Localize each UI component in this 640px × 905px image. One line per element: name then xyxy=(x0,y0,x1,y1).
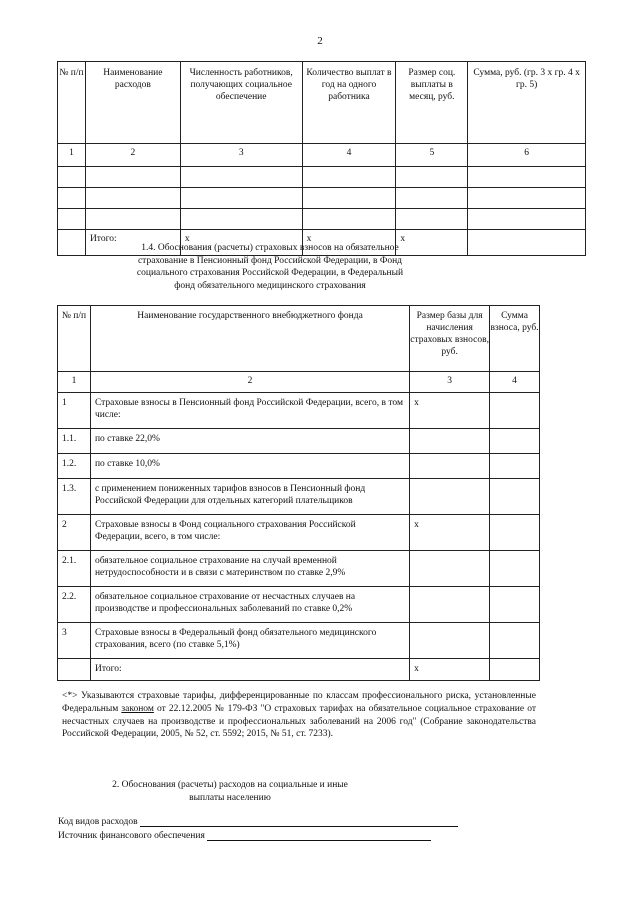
social-payments-table xyxy=(57,61,586,256)
col-number: 2 xyxy=(90,372,409,393)
col-number: 3 xyxy=(180,144,302,167)
row-number xyxy=(58,659,91,681)
table-row xyxy=(58,587,540,623)
row-number: 2 xyxy=(58,515,91,551)
table-row xyxy=(58,188,586,209)
header-cell: Количество выплат в год на одного работника xyxy=(302,62,396,144)
table-row xyxy=(58,623,540,659)
row-base xyxy=(410,454,490,479)
row-name: Страховые взносы в Федеральный фонд обязательного медицинского страхования, всего (по ставке 5,1%) xyxy=(90,623,409,659)
funding-source-field xyxy=(58,830,431,841)
row-base: x xyxy=(410,393,490,429)
row-number: 3 xyxy=(58,623,91,659)
header-cell: № п/п xyxy=(58,62,86,144)
expense-code-field xyxy=(58,816,458,827)
col-number: 4 xyxy=(490,372,540,393)
header-cell: Сумма, руб. (гр. 3 x гр. 4 x гр. 5) xyxy=(468,62,586,144)
column-number-row xyxy=(58,144,586,167)
col-number: 6 xyxy=(468,144,586,167)
row-name: обязательное социальное страхование от несчастных случаев на производстве и профессиональных заболеваний по ставке 0,2% xyxy=(90,587,409,623)
title-line: выплаты населению xyxy=(189,792,271,803)
table-row xyxy=(58,429,540,454)
row-number: 2.1. xyxy=(58,551,91,587)
section-1-4-title xyxy=(100,242,440,292)
col-number: 3 xyxy=(410,372,490,393)
total-row xyxy=(58,659,540,681)
table-row xyxy=(58,393,540,429)
row-number: 1.1. xyxy=(58,429,91,454)
row-number: 1.3. xyxy=(58,479,91,515)
field-underline[interactable] xyxy=(207,830,431,841)
col-number: 1 xyxy=(58,372,91,393)
header-cell: Наименование расходов xyxy=(85,62,180,144)
page-number: 2 xyxy=(317,35,323,47)
title-line: социального страхования Российской Федерации, в Федеральный xyxy=(136,268,404,279)
header-cell: Численность работников, получающих социальное обеспечение xyxy=(180,62,302,144)
table-row xyxy=(58,551,540,587)
header-cell: № п/п xyxy=(58,306,91,372)
header-cell: Сумма взноса, руб. xyxy=(490,306,540,372)
row-number: 2.2. xyxy=(58,587,91,623)
row-base xyxy=(410,623,490,659)
insurance-contributions-table xyxy=(57,305,540,681)
row-name: Страховые взносы в Фонд социального страхования Российской Федерации, всего, в том числе: xyxy=(90,515,409,551)
row-number: 1.2. xyxy=(58,454,91,479)
title-line: фонд обязательного медицинского страхования xyxy=(174,280,366,291)
table-row xyxy=(58,454,540,479)
total-mark: x xyxy=(302,230,396,256)
table-row xyxy=(58,209,586,230)
table-row xyxy=(58,479,540,515)
row-number: 1 xyxy=(58,393,91,429)
table-header-row xyxy=(58,62,586,144)
row-name: по ставке 22,0% xyxy=(90,429,409,454)
row-name: обязательное социальное страхование на случай временной нетрудоспособности и в связи с материнством по ставке 2,9% xyxy=(90,551,409,587)
col-number: 1 xyxy=(58,144,86,167)
header-cell: Размер соц. выплаты в месяц, руб. xyxy=(396,62,468,144)
total-mark: x xyxy=(410,659,490,681)
field-label: Источник финансового обеспечения xyxy=(58,831,205,841)
table-header-row xyxy=(58,306,540,372)
col-number: 5 xyxy=(396,144,468,167)
row-name: с применением пониженных тарифов взносов в Пенсионный фонд Российской Федерации для отдельных категорий плательщиков xyxy=(90,479,409,515)
row-name: по ставке 10,0% xyxy=(90,454,409,479)
total-label: Итого: xyxy=(85,230,180,256)
field-underline[interactable] xyxy=(140,816,458,827)
total-mark: x xyxy=(396,230,468,256)
row-base xyxy=(410,429,490,454)
title-line: 2. Обоснования (расчеты) расходов на социальные и иные xyxy=(112,780,348,790)
col-number: 2 xyxy=(85,144,180,167)
title-line: 1.4. Обоснования (расчеты) страховых взносов на обязательное xyxy=(141,243,399,253)
footnote-text: от 22.12.2005 № 179-ФЗ "О страховых тарифах на обязательное социальное страхование от несчастных случаев на производстве и профессиональных заболеваний на 2006 год" (Собрание законодательства Российской Федерации, 2005, № 52, ст. 5592; 2015, № 51, ст. 7233). xyxy=(62,703,537,740)
column-number-row xyxy=(58,372,540,393)
section-2-title xyxy=(75,779,385,804)
row-base xyxy=(410,587,490,623)
header-cell: Размер базы для начисления страховых взносов, руб. xyxy=(410,306,490,372)
row-base: x xyxy=(410,515,490,551)
total-mark: x xyxy=(180,230,302,256)
field-label: Код видов расходов xyxy=(58,817,138,827)
row-base xyxy=(410,551,490,587)
table-row xyxy=(58,167,586,188)
header-cell: Наименование государственного внебюджетного фонда xyxy=(90,306,409,372)
row-name: Страховые взносы в Пенсионный фонд Российской Федерации, всего, в том числе: xyxy=(90,393,409,429)
law-link[interactable]: законом xyxy=(121,703,154,714)
table-row xyxy=(58,515,540,551)
row-base xyxy=(410,479,490,515)
col-number: 4 xyxy=(302,144,396,167)
footnote-text: <*> Указываются страховые тарифы, дифференцированные по классам профессионального риска, установленные Федеральным xyxy=(62,691,536,714)
footnote xyxy=(62,690,536,741)
total-label: Итого: xyxy=(90,659,409,681)
title-line: страхование в Пенсионный фонд Российской Федерации, в Фонд xyxy=(137,255,403,266)
